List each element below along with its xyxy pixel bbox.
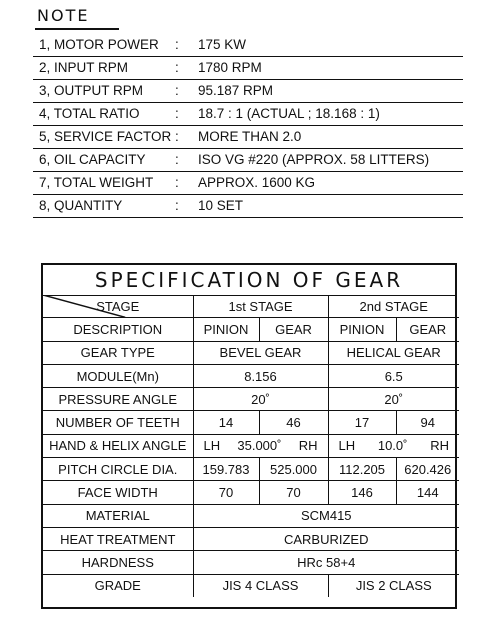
hand-left: LH: [338, 438, 356, 454]
row-label: GEAR TYPE: [43, 341, 193, 364]
table-cell: 17: [328, 411, 396, 434]
table-cell: CARBURIZED: [193, 527, 459, 550]
note-item-colon: :: [175, 60, 179, 75]
table-cell: 70: [193, 481, 259, 504]
row-label: MODULE(Mn): [43, 364, 193, 387]
table-cell: 112.205: [328, 458, 396, 481]
gear-header: GEAR: [396, 318, 459, 341]
note-item-colon: :: [175, 106, 179, 121]
note-item-colon: :: [175, 175, 179, 190]
note-item: [33, 172, 463, 195]
stage-label-cell: [43, 295, 193, 318]
stage-label: STAGE: [96, 298, 140, 314]
note-item: [33, 57, 463, 80]
helix-angle: 10.0˚: [377, 438, 408, 454]
table-row: [43, 434, 459, 457]
note-item-value: 175 KW: [198, 37, 247, 52]
table-row: [43, 388, 459, 411]
note-item-colon: :: [175, 83, 179, 98]
row-label: HARDNESS: [43, 551, 193, 574]
hand-right: RH: [430, 438, 449, 454]
row-label: PRESSURE ANGLE: [43, 388, 193, 411]
table-cell: HRc 58+4: [193, 551, 459, 574]
note-title: NOTE: [37, 6, 90, 25]
table-cell: HELICAL GEAR: [328, 341, 459, 364]
table-row: [43, 551, 459, 574]
spec-title: SPECIFICATION OF GEAR: [43, 265, 455, 296]
row-label: HAND & HELIX ANGLE: [43, 434, 193, 457]
row-label: GRADE: [43, 574, 193, 597]
table-row: [43, 295, 459, 318]
note-item: [33, 149, 463, 172]
table-row: [43, 527, 459, 550]
note-item-colon: :: [175, 152, 179, 167]
table-cell: JIS 2 CLASS: [328, 574, 459, 597]
diagonal-divider: [43, 295, 193, 317]
helix-angle: 35.000˚: [237, 438, 282, 454]
row-label: DESCRIPTION: [43, 318, 193, 341]
table-row: [43, 574, 459, 597]
note-item-colon: :: [175, 198, 179, 213]
table-cell: 94: [396, 411, 459, 434]
table-cell: SCM415: [193, 504, 459, 527]
table-cell: 6.5: [328, 364, 459, 387]
table-cell: 14: [193, 411, 259, 434]
note-item-label: 5, SERVICE FACTOR: [39, 129, 172, 144]
gear-header: GEAR: [259, 318, 328, 341]
table-cell: 70: [259, 481, 328, 504]
table-cell: 146: [328, 481, 396, 504]
note-item-value: APPROX. 1600 KG: [198, 175, 316, 190]
row-label: NUMBER OF TEETH: [43, 411, 193, 434]
note-item-label: 1, MOTOR POWER: [39, 37, 159, 52]
table-row: [43, 458, 459, 481]
note-item-value: 1780 RPM: [198, 60, 262, 75]
pinion-header: PINION: [193, 318, 259, 341]
note-item-value: 10 SET: [198, 198, 244, 213]
note-item: [33, 103, 463, 126]
table-cell: 20˚: [328, 388, 459, 411]
note-item-colon: :: [175, 129, 179, 144]
note-item-label: 7, TOTAL WEIGHT: [39, 175, 154, 190]
table-cell: [193, 434, 328, 457]
spec-grid: [43, 295, 459, 597]
row-label: HEAT TREATMENT: [43, 527, 193, 550]
note-title-underline: [35, 28, 119, 30]
table-cell: 620.426: [396, 458, 459, 481]
table-row: [43, 318, 459, 341]
hand-right: RH: [298, 438, 318, 454]
table-cell: JIS 4 CLASS: [193, 574, 328, 597]
table-row: [43, 364, 459, 387]
table-cell: 144: [396, 481, 459, 504]
note-item: [33, 195, 463, 218]
note-item-label: 2, INPUT RPM: [39, 60, 129, 75]
pinion-header: PINION: [328, 318, 396, 341]
table-cell: BEVEL GEAR: [193, 341, 328, 364]
table-cell: 159.783: [193, 458, 259, 481]
table-cell: [328, 434, 459, 457]
note-item: [33, 126, 463, 149]
note-item-value: MORE THAN 2.0: [198, 129, 302, 144]
note-item-label: 8, QUANTITY: [39, 198, 123, 213]
gear-spec-table: [41, 263, 457, 609]
note-item-label: 3, OUTPUT RPM: [39, 83, 144, 98]
table-row: [43, 411, 459, 434]
note-item-label: 6, OIL CAPACITY: [39, 152, 146, 167]
note-item-value: ISO VG #220 (APPROX. 58 LITTERS): [198, 152, 430, 167]
row-label: PITCH CIRCLE DIA.: [43, 458, 193, 481]
note-item-label: 4, TOTAL RATIO: [39, 106, 140, 121]
note-item-colon: :: [175, 37, 179, 52]
stage-2-header: 2nd STAGE: [328, 295, 459, 318]
table-row: [43, 341, 459, 364]
row-label: FACE WIDTH: [43, 481, 193, 504]
table-row: [43, 481, 459, 504]
note-item-value: 18.7 : 1 (ACTUAL ; 18.168 : 1): [198, 106, 380, 121]
stage-1-header: 1st STAGE: [193, 295, 328, 318]
table-cell: 525.000: [259, 458, 328, 481]
note-item: [33, 34, 463, 57]
table-cell: 46: [259, 411, 328, 434]
note-item: [33, 80, 463, 103]
note-item-value: 95.187 RPM: [198, 83, 274, 98]
table-cell: 20˚: [193, 388, 328, 411]
note-list: [33, 34, 463, 218]
row-label: MATERIAL: [43, 504, 193, 527]
hand-left: LH: [203, 438, 221, 454]
table-cell: 8.156: [193, 364, 328, 387]
table-row: [43, 504, 459, 527]
